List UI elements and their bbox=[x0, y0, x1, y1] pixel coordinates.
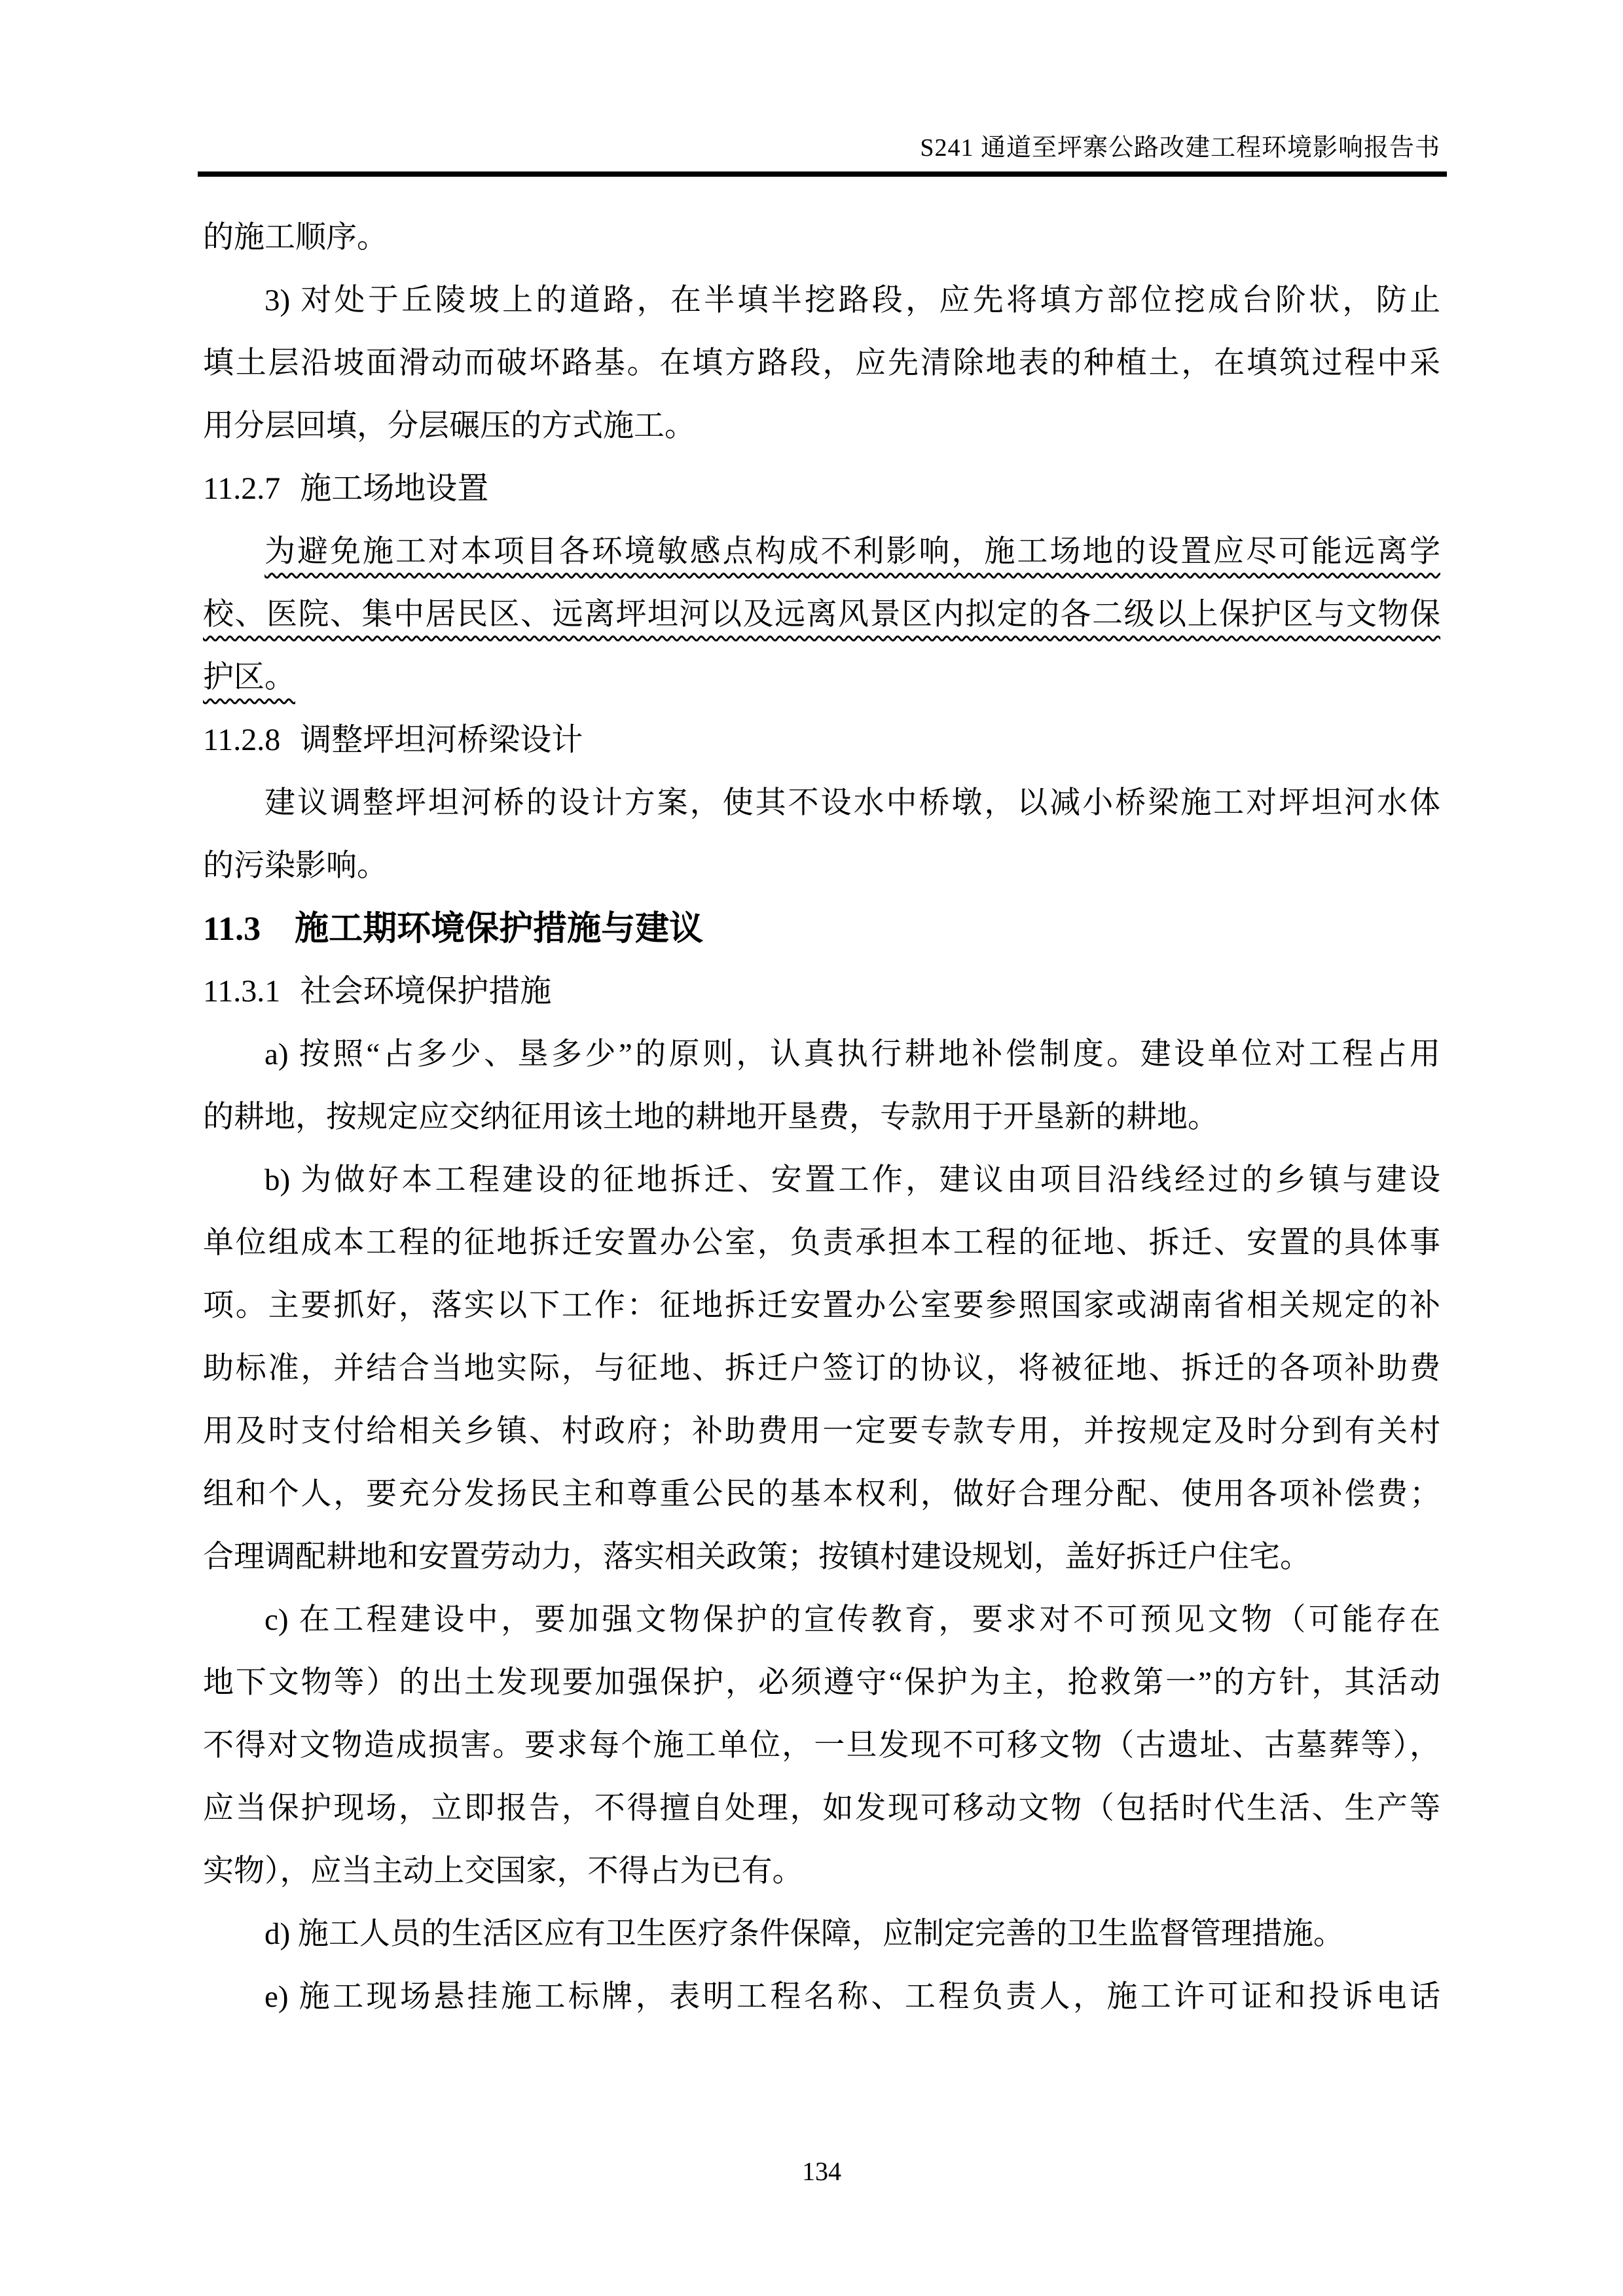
body-line: 项。主要抓好，落实以下工作：征地拆迁安置办公室要参照国家或湖南省相关规定的补 bbox=[203, 1289, 1440, 1323]
heading-text: 施工场地设置 bbox=[300, 471, 489, 506]
body-line: 校、医院、集中居民区、远离坪坦河以及远离风景区内拟定的各二级以上保护区与文物保 bbox=[203, 598, 1440, 632]
body-line: b) 为做好本工程建设的征地拆迁、安置工作，建议由项目沿线经过的乡镇与建设 bbox=[264, 1163, 1440, 1197]
body-line: 不得对文物造成损害。要求每个施工单位，一旦发现不可移文物（古遗址、古墓葬等）， bbox=[203, 1729, 1440, 1763]
body-line: 合理调配耕地和安置劳动力，落实相关政策；按镇村建设规划，盖好拆迁户住宅。 bbox=[203, 1540, 1311, 1574]
page-footer bbox=[203, 2140, 1440, 2203]
body-line: a) 按照“占多少、垦多少”的原则，认真执行耕地补偿制度。建设单位对工程占用 bbox=[264, 1037, 1440, 1071]
body-line: 助标准，并结合当地实际，与征地、拆迁户签订的协议，将被征地、拆迁的各项补助费 bbox=[203, 1352, 1440, 1386]
heading-text: 调整坪坦河桥梁设计 bbox=[300, 723, 583, 757]
body-line: 护区。 bbox=[203, 660, 295, 694]
heading-number: 11.2.7 bbox=[203, 471, 281, 506]
section-heading bbox=[203, 960, 1440, 1023]
body-line: 的耕地，按规定应交纳征用该土地的耕地开垦费，专款用于开垦新的耕地。 bbox=[203, 1100, 1218, 1134]
heading-number: 11.3 bbox=[203, 910, 261, 948]
body-line: e) 施工现场悬挂施工标牌，表明工程名称、工程负责人，施工许可证和投诉电话 bbox=[264, 1980, 1440, 2014]
body-line: 实物），应当主动上交国家，不得占为已有。 bbox=[203, 1854, 803, 1888]
body-line: 用及时支付给相关乡镇、村政府；补助费用一定要专款专用，并按规定及时分到有关村 bbox=[203, 1414, 1440, 1448]
document-body bbox=[203, 206, 1440, 2028]
body-line: 的施工顺序。 bbox=[203, 221, 388, 255]
body-line: 的污染影响。 bbox=[203, 849, 388, 883]
page-number: 134 bbox=[802, 2157, 841, 2186]
body-line: 地下文物等）的出土发现要加强保护，必须遵守“保护为主，抢救第一”的方针，其活动 bbox=[203, 1666, 1440, 1700]
section-heading bbox=[203, 897, 1440, 960]
heading-number: 11.3.1 bbox=[203, 974, 281, 1009]
body-line: 组和个人，要充分发扬民主和尊重公民的基本权利，做好合理分配、使用各项补偿费； bbox=[203, 1477, 1440, 1511]
body-line: c) 在工程建设中，要加强文物保护的宣传教育，要求对不可预见文物（可能存在 bbox=[264, 1603, 1440, 1637]
body-line: d) 施工人员的生活区应有卫生医疗条件保障，应制定完善的卫生监督管理措施。 bbox=[264, 1917, 1344, 1951]
heading-text: 社会环境保护措施 bbox=[300, 974, 552, 1009]
body-line: 单位组成本工程的征地拆迁安置办公室，负责承担本工程的征地、拆迁、安置的具体事 bbox=[203, 1226, 1440, 1260]
header-title: S241 通道至坪寨公路改建工程环境影响报告书 bbox=[920, 134, 1440, 162]
body-line: 应当保护现场，立即报告，不得擅自处理，如发现可移动文物（包括时代生活、生产等 bbox=[203, 1791, 1440, 1825]
heading-number: 11.2.8 bbox=[203, 723, 281, 757]
page-header bbox=[203, 131, 1440, 165]
body-line: 用分层回填，分层碾压的方式施工。 bbox=[203, 409, 695, 443]
body-line: 填土层沿坡面滑动而破坏路基。在填方路段，应先清除地表的种植土，在填筑过程中采 bbox=[203, 346, 1440, 380]
header-rule bbox=[198, 171, 1447, 177]
body-line: 为避免施工对本项目各环境敏感点构成不利影响，施工场地的设置应尽可能远离学 bbox=[264, 535, 1440, 569]
heading-text: 施工期环境保护措施与建议 bbox=[295, 910, 704, 948]
body-line: 3) 对处于丘陵坡上的道路，在半填半挖路段，应先将填方部位挖成台阶状，防止 bbox=[264, 283, 1440, 317]
body-line: 建议调整坪坦河桥的设计方案，使其不设水中桥墩，以减小桥梁施工对坪坦河水体 bbox=[264, 786, 1440, 820]
section-heading bbox=[203, 457, 1440, 520]
section-heading bbox=[203, 709, 1440, 772]
